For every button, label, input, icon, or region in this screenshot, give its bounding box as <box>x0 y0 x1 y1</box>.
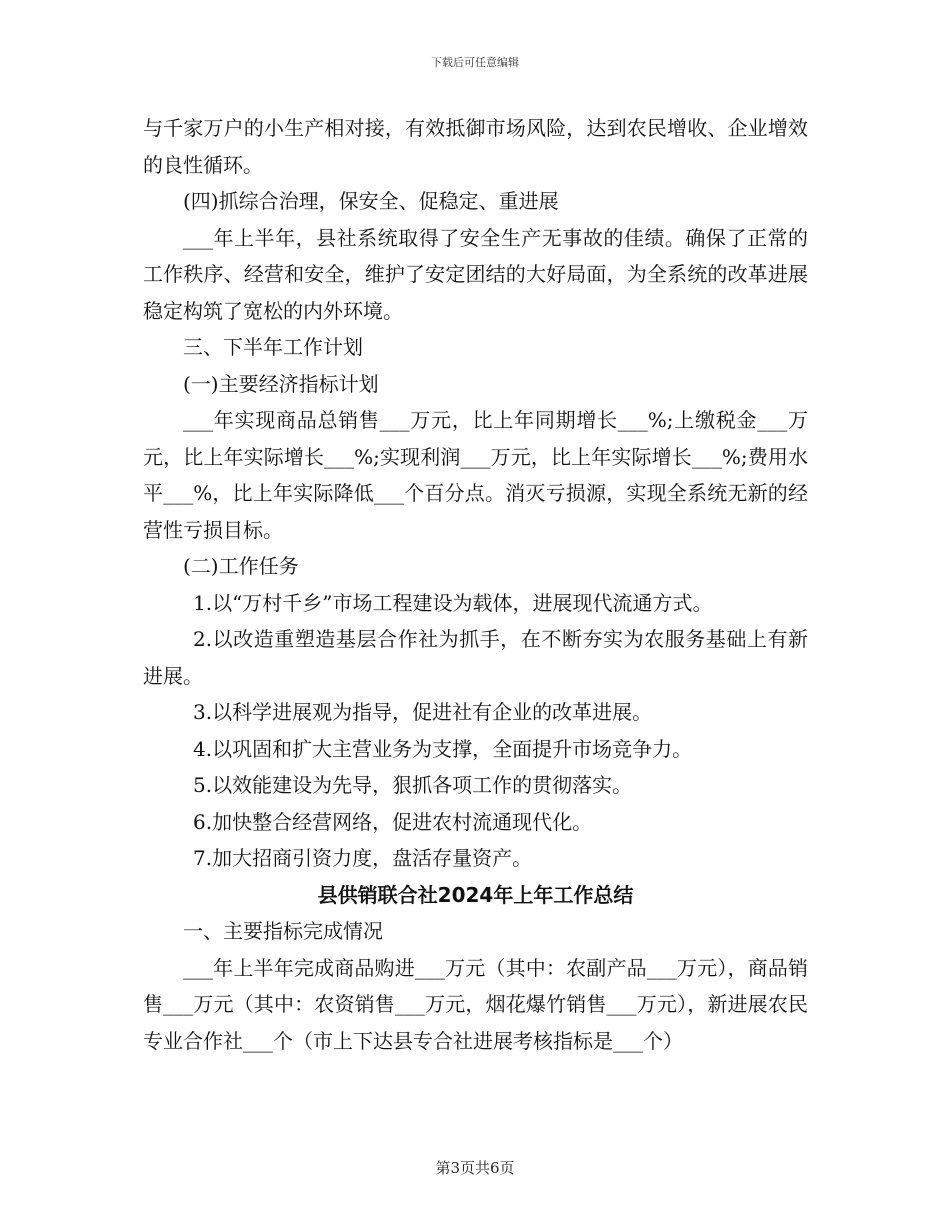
subheading-one: (一)主要经济指标计划 <box>183 371 379 396</box>
task-item-2: 2.以改造重塑造基层合作社为抓手，在不断夯实为农服务基础上有新进展。 <box>143 627 808 688</box>
task-item-4: 4.以巩固和扩大主营业务为支撑，全面提升市场竞争力。 <box>193 736 693 761</box>
paragraph-continuation: 与千家万户的小生产相对接，有效抵御市场风险，达到农民增收、企业增效的良性循环。 <box>143 116 808 177</box>
paragraph-completion: ___年上半年完成商品购进___万元（其中：农副产品___万元），商品销售___万元（其中：农资销售___万元，烟花爆竹销售___万元），新进展农民专业合作社___个（市上下达县专合社进展考核指标是___个） <box>143 955 808 1053</box>
paragraph-indicators: ___年实现商品总销售___万元，比上年同期增长___%;上缴税金___万元，比上年实际增长___%;实现利润___万元，比上年实际增长___%;费用水平___%，比上年实际降低___个百分点。消灭亏损源，实现全系统无新的经营性亏损目标。 <box>143 408 808 542</box>
task-item-6: 6.加快整合经营网络，促进农村流通现代化。 <box>193 809 593 834</box>
document-body <box>143 110 808 1059</box>
section-title: 县供销联合社2024年上年工作总结 <box>317 882 634 907</box>
paragraph-safety: ___年上半年，县社系统取得了安全生产无事故的佳绩。确保了正常的工作秩序、经营和安全，维护了安定团结的大好局面，为全系统的改革进展稳定构筑了宽松的内外环境。 <box>143 225 808 323</box>
page-footer: 第3页共6页 <box>435 1159 515 1177</box>
task-item-1: 1.以“万村千乡”市场工程建设为载体，进展现代流通方式。 <box>193 590 713 615</box>
task-item-3: 3.以科学进展观为指导，促进社有企业的改革进展。 <box>193 700 653 724</box>
task-item-5: 5.以效能建设为先导，狠抓各项工作的贯彻落实。 <box>193 773 633 797</box>
subheading-two: (二)工作任务 <box>183 554 299 578</box>
task-item-7: 7.加大招商引资力度，盘活存量资产。 <box>193 846 533 870</box>
heading-main-indicators: 一、主要指标完成情况 <box>183 919 383 943</box>
heading-plan: 三、下半年工作计划 <box>183 335 363 359</box>
subheading-four: (四)抓综合治理，保安全、促稳定、重进展 <box>183 189 559 213</box>
page-header: 下载后可任意编辑 <box>431 56 519 69</box>
